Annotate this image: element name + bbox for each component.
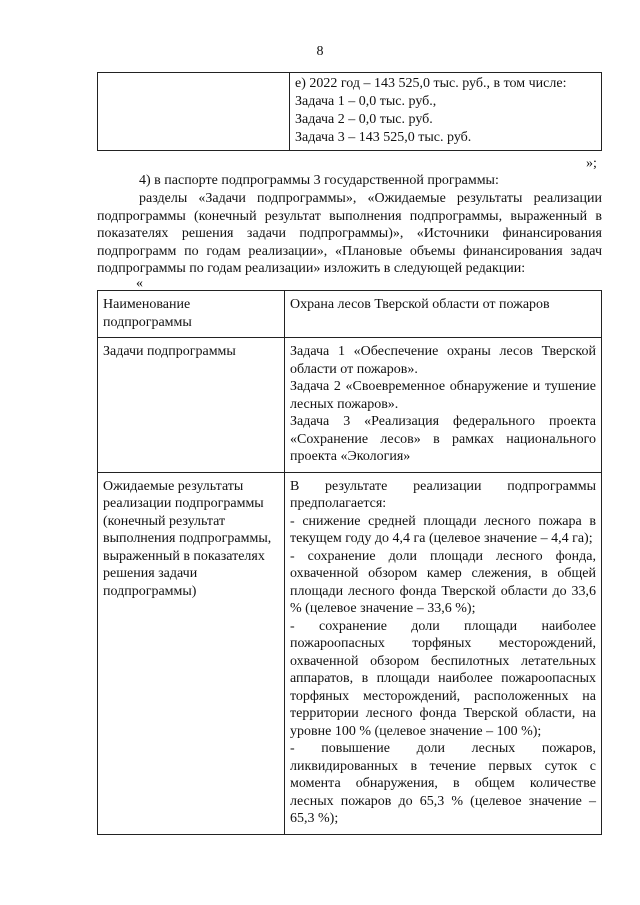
row-content <box>285 472 602 834</box>
row-label: Наименование подпрограммы <box>98 291 285 338</box>
row-label: Ожидаемые результаты реализации подпрограммы (конечный результат выполнения подпрограммы, выраженный в показателях решения задачи подпрограммы) <box>98 472 285 834</box>
continuation-table <box>97 72 602 151</box>
table-row <box>98 472 602 834</box>
opening-quote: « <box>136 276 143 291</box>
content-item: - сохранение доли площади наиболее пожароопасных торфяных месторождений, охваченной обзором беспилотных летательных аппаратов, в площади наиболее пожароопасных торфяных месторождений, расположенных на территории лесного фонда Тверской области, на уровне 100 % (целевое значение – 100 %); <box>290 618 596 739</box>
row-label: Задачи подпрограммы <box>98 338 285 473</box>
content-item: - повышение доли лесных пожаров, ликвидированных в течение первых суток с момента обнаружения, в общем количестве лесных пожаров до 65,3 % (целевое значение – 65,3 %); <box>290 741 596 826</box>
content-item: Охрана лесов Тверской области от пожаров <box>290 297 550 312</box>
table-row <box>98 73 602 151</box>
page-number: 8 <box>316 44 324 59</box>
content-item: Задача 3 «Реализация федерального проекта «Сохранение лесов» в рамках национального проекта «Экология» <box>290 414 596 464</box>
financing-line: Задача 2 – 0,0 тыс. руб. <box>295 112 433 127</box>
content-item: В результате реализации подпрограммы предполагается: <box>290 478 596 511</box>
table-row <box>98 338 602 473</box>
content-item: - снижение средней площади лесного пожара в текущем году до 4,4 га (целевое значение – 4,4 га); <box>290 513 596 546</box>
financing-cell <box>290 73 602 151</box>
content-item: Задача 1 «Обеспечение охраны лесов Тверской области от пожаров». <box>290 344 596 377</box>
passport-table <box>97 290 602 835</box>
amendment-text: разделы «Задачи подпрограммы», «Ожидаемые результаты реализации подпрограммы (конечный результат выполнения подпрограммы, выраженный в показателях решения задачи подпрограммы)», «Источники финансирования подпрограмм по годам реализации», «Плановые объемы финансирования задач подпрограммы по годам реализации» изложить в следующей редакции: <box>97 191 602 276</box>
row-content <box>285 338 602 473</box>
amendment-point: 4) в паспорте подпрограммы 3 государственной программы: <box>139 173 499 188</box>
content-item: Задача 2 «Своевременное обнаружение и тушение лесных пожаров». <box>290 379 596 412</box>
financing-line: Задача 3 – 143 525,0 тыс. руб. <box>295 130 472 145</box>
empty-label-cell <box>98 73 290 151</box>
table-row <box>98 291 602 338</box>
closing-quote: »; <box>586 156 597 171</box>
content-item: - сохранение доли площади лесного фонда, охваченной обзором камер слежения, в общей площади лесного фонда Тверской области до 33,6 % (целевое значение – 33,6 %); <box>290 548 596 616</box>
row-content <box>285 291 602 338</box>
financing-line: Задача 1 – 0,0 тыс. руб., <box>295 94 437 109</box>
financing-line: е) 2022 год – 143 525,0 тыс. руб., в том числе: <box>295 76 567 91</box>
